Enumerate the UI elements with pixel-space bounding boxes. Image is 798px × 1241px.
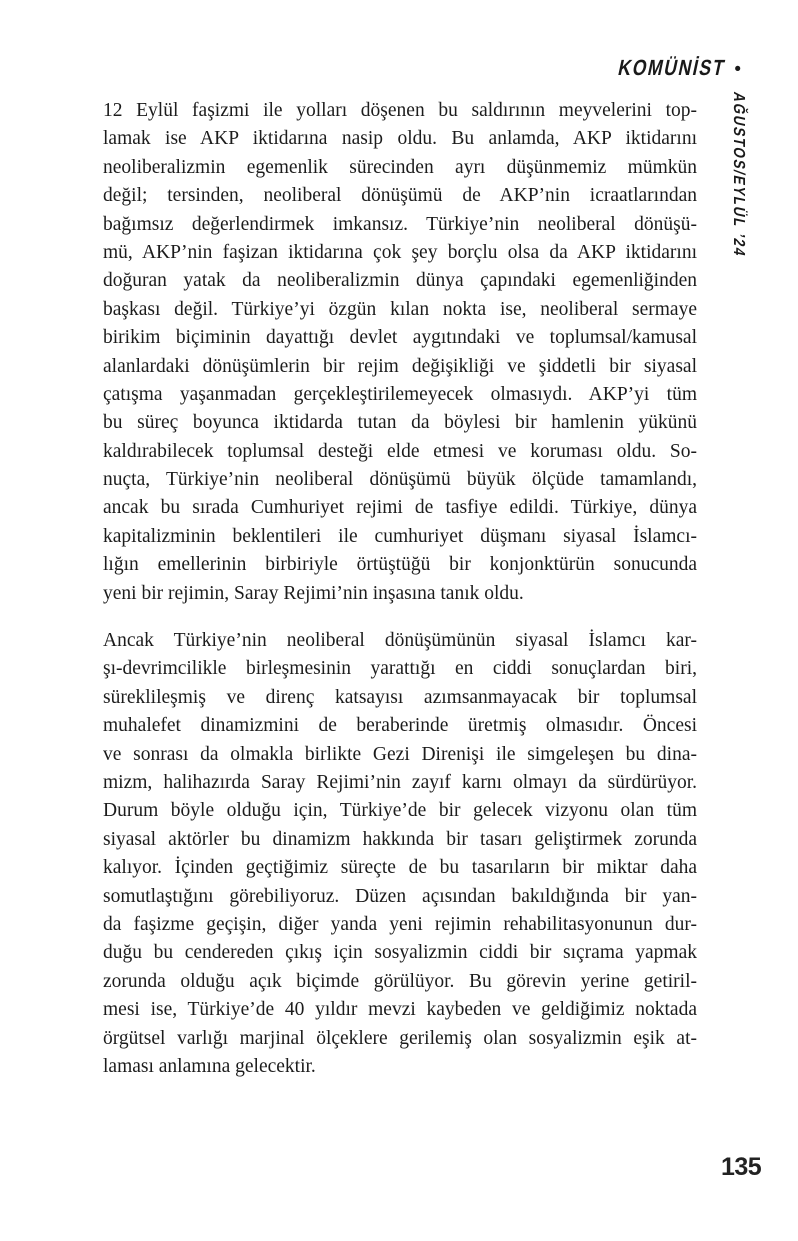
article-body (103, 97, 697, 1081)
text-line: şı-devrimcilikle birleşmesinin yarattığı en ciddi sonuçlardan biri, (103, 658, 697, 680)
text-line: kaldırabilecek toplumsal desteği elde etmesi ve koruması oldu. So- (103, 440, 697, 462)
text-line: birikim biçiminin dayattığı devlet aygıtındaki ve toplumsal/kamusal (103, 327, 697, 349)
text-line: yeni bir rejimin, Saray Rejimi’nin inşasına tanık oldu. (103, 582, 524, 604)
text-line: bu süreç boyunca iktidarda tutan da böylesi bir hamlenin yükünü (103, 412, 697, 434)
text-line: zorunda olduğu açık biçimde görülüyor. Bu görevin yerine getiril- (103, 970, 697, 992)
paragraph-1 (103, 97, 697, 608)
journal-masthead (592, 57, 741, 79)
text-line: muhalefet dinamizmini de beraberinde üretmiş olmasıdır. Öncesi (103, 715, 697, 737)
issue-label-vertical: AĞUSTOS/EYLÜL ’24 (730, 90, 747, 259)
text-line: doğuran yatak da neoliberalizmin dünya çapındaki egemenliğinden (103, 270, 697, 292)
text-line: başkası değil. Türkiye’yi özgün kılan nokta ise, neoliberal sermaye (103, 298, 697, 320)
text-line: lamak ise AKP iktidarına nasip oldu. Bu anlamda, AKP iktidarını (103, 128, 697, 150)
text-line: süreklileşmiş ve direnç katsayısı azımsanmayacak bir toplumsal (103, 686, 697, 708)
text-line: kalıyor. İçinden geçtiğimiz süreçte de bu tasarıların bir miktar daha (103, 857, 697, 879)
text-line: ancak bu sırada Cumhuriyet rejimi de tasfiye edildi. Türkiye, dünya (103, 497, 697, 519)
text-line: Durum böyle olduğu için, Türkiye’de bir gelecek vizyonu olan tüm (103, 800, 697, 822)
journal-title: KOMÜNİST (616, 55, 729, 80)
text-line: somutlaştığını görebiliyoruz. Düzen açısından bakıldığında bir yan- (103, 885, 697, 907)
text-line: mü, AKP’nin faşizan iktidarına çok şey borçlu olsa da AKP iktidarını (103, 241, 697, 263)
text-line: neoliberalizmin egemenlik sürecinden ayrı düşünmemiz mümkün (103, 156, 697, 178)
text-line: 12 Eylül faşizmi ile yolları döşenen bu saldırının meyvelerini top- (103, 100, 697, 121)
text-line: çatışma yaşanmadan gerçekleştirilemeyecek olmasıydı. AKP’yi tüm (103, 383, 697, 405)
text-line: bağımsız değerlendirmek imkansız. Türkiye’nin neoliberal dönüşü- (103, 213, 697, 235)
text-line: mizm, halihazırda Saray Rejimi’nin zayıf karnı olmayı da sürdürüyor. (103, 771, 697, 793)
text-line: alanlardaki dönüşümlerin bir rejim değişikliği ve şiddetli bir siyasal (103, 355, 697, 377)
text-line: lığın emellerinin birbiriyle örtüştüğü bir konjonktürün sonucunda (103, 554, 697, 576)
text-line: siyasal aktörler bu dinamizm hakkında bir tasarı geliştirmek zorunda (103, 828, 697, 850)
text-line: mesi ise, Türkiye’de 40 yıldır mevzi kaybeden ve geldiğimiz noktada (103, 999, 697, 1021)
text-line: ve sonrası da olmakla birlikte Gezi Direnişi ile simgeleşen bu dina- (103, 743, 697, 765)
text-line: Ancak Türkiye’nin neoliberal dönüşümünün siyasal İslamcı kar- (103, 630, 697, 652)
text-line: örgütsel varlığı marjinal ölçeklere gerilemiş olan sosyalizmin eşik at- (103, 1027, 697, 1049)
text-line: duğu bu cendereden çıkış için sosyalizmin ciddi bir sıçrama yapmak (103, 942, 697, 964)
text-line: değil; tersinden, neoliberal dönüşümü de AKP’nin icraatlarından (103, 185, 697, 207)
text-line: kapitalizminin beklentileri ile cumhuriyet düşmanı siyasal İslamcı- (103, 525, 697, 547)
text-line: da faşizme geçişin, diğer yanda yeni rejimin rehabilitasyonunun dur- (103, 913, 697, 935)
bullet-icon: • (734, 58, 741, 80)
text-line: nuçta, Türkiye’nin neoliberal dönüşümü büyük ölçüde tamamlandı, (103, 469, 697, 491)
page-number: 135 (721, 1153, 762, 1181)
text-line: laması anlamına gelecektir. (103, 1055, 316, 1077)
paragraph-2 (103, 627, 697, 1081)
